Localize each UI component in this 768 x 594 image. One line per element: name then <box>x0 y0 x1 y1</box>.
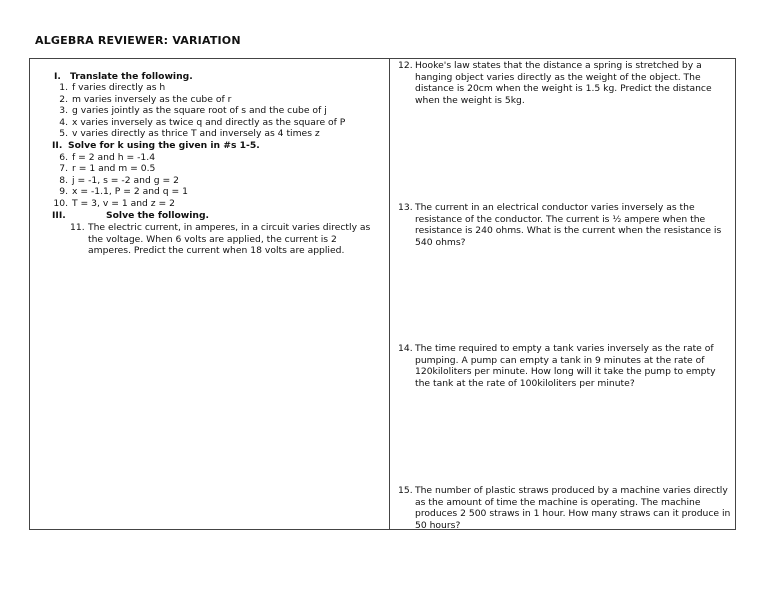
problem-15: 15. The number of plastic straws produced by a machine varies directly as the amount of time the machine is operating. The machine produces 2 500 straws in 1 hour. How many straws can it produce in 50 hours? <box>398 485 731 531</box>
section-number: III. <box>52 210 66 221</box>
section-title: Solve the following. <box>106 210 210 221</box>
section-title: Translate the following. <box>70 71 193 82</box>
problem-11: 11. The electric current, in amperes, in a circuit varies directly as the voltage. When 6 volts are applied, the current is 2 amperes. Predict the current when 18 volts are applied. <box>70 222 371 256</box>
worksheet-table <box>29 58 736 530</box>
list-item: 4. x varies inversely as twice q and directly as the square of P <box>59 117 346 128</box>
section-3-heading <box>52 210 209 222</box>
list-item: 8. j = -1, s = -2 and g = 2 <box>59 175 179 186</box>
section-number: II. <box>52 140 63 151</box>
list-item: 3. g varies jointly as the square root of s and the cube of j <box>59 105 327 116</box>
list-item: 9. x = -1.1, P = 2 and q = 1 <box>59 186 189 197</box>
section-1-heading <box>54 71 193 83</box>
section-number: I. <box>54 71 61 82</box>
list-item: 1. f varies directly as h <box>59 82 166 93</box>
list-item: 10. T = 3, v = 1 and z = 2 <box>53 198 175 209</box>
problem-14: 14. The time required to empty a tank varies inversely as the rate of pumping. A pump can empty a tank in 9 minutes at the rate of 120kiloliters per minute. How long will it take the pump to empty the tank at the rate of 100kiloliters per minute? <box>398 343 716 389</box>
list-item: 6. f = 2 and h = -1.4 <box>59 152 156 163</box>
list-item: 7. r = 1 and m = 0.5 <box>59 163 156 174</box>
section-2-heading <box>52 140 260 152</box>
column-divider <box>389 59 390 529</box>
section-title: Solve for k using the given in #s 1-5. <box>68 140 260 151</box>
problem-12: 12. Hooke's law states that the distance a spring is stretched by a hanging object varies directly as the weight of the object. The distance is 20cm when the weight is 1.5 kg. Predict the distance when the weight is 5kg. <box>398 60 712 106</box>
document-title: ALGEBRA REVIEWER: VARIATION <box>35 34 241 47</box>
problem-13: 13. The current in an electrical conductor varies inversely as the resistance of the conductor. The current is ½ ampere when the resistance is 240 ohms. What is the current when the resistance is 540 ohms? <box>398 202 722 248</box>
list-item: 5. v varies directly as thrice T and inversely as 4 times z <box>59 128 320 139</box>
list-item: 2. m varies inversely as the cube of r <box>59 94 232 105</box>
